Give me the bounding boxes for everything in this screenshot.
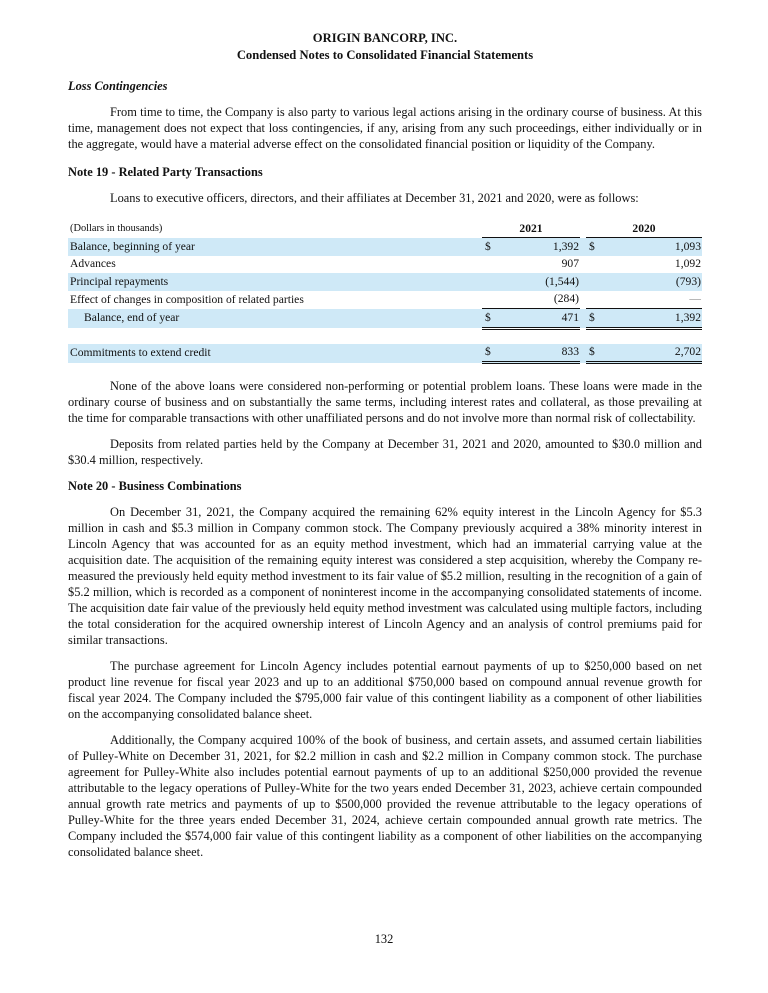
table-row	[68, 291, 702, 309]
loss-contingencies-paragraph: From time to time, the Company is also party to various legal actions arising in the ordinary course of business. At this time, management does not expect that loss contingencies, if any, arising from any such proceedings, either individually or in the aggregate, would have a material adverse effect on the consolidated financial position or liquidity of the Company.	[68, 105, 702, 151]
currency-symbol	[586, 291, 604, 309]
value-2021: 1,392	[500, 238, 580, 256]
column-header-2021: 2021	[482, 220, 580, 238]
currency-symbol	[482, 256, 500, 274]
row-label: Commitments to extend credit	[68, 344, 482, 363]
note19-heading: Note 19 - Related Party Transactions	[68, 165, 263, 179]
currency-symbol: $	[586, 238, 604, 256]
note19-deposits-paragraph: Deposits from related parties held by the Company at December 31, 2021 and 2020, amounted to $30.0 million and $30.4 million, respectively.	[68, 437, 702, 467]
value-2020: 2,702	[604, 344, 702, 363]
currency-symbol: $	[482, 344, 500, 363]
table-row-commitments	[68, 344, 702, 363]
value-2020: 1,093	[604, 238, 702, 256]
value-2020: 1,092	[674, 257, 701, 271]
note20-heading: Note 20 - Business Combinations	[68, 479, 242, 493]
company-name: ORIGIN BANCORP, INC.	[312, 31, 458, 45]
currency-symbol	[482, 291, 500, 309]
value-2021: (1,544)	[500, 273, 580, 291]
value-2021: 471	[500, 309, 580, 329]
currency-symbol: $	[586, 309, 604, 329]
document-page	[68, 0, 702, 860]
row-label: Effect of changes in composition of related parties	[70, 292, 304, 306]
note20-paragraph-2: The purchase agreement for Lincoln Agency includes potential earnout payments of up to $250,000 based on net product line revenue for fiscal year 2023 and up to an additional $750,000 based on compound annual revenue growth for fiscal year 2024. The Company included the $795,000 fair value of this contingent liability as a component of other liabilities on the accompanying consolidated balance sheet.	[68, 659, 702, 721]
note19-loans-paragraph: None of the above loans were considered non-performing or potential problem loans. These loans were made in the ordinary course of business and on substantially the same terms, including interest rates and collateral, as those prevailing at the time for comparable transactions with other unaffiliated persons and do not involve more than normal risk of collectability.	[68, 379, 702, 425]
currency-symbol: $	[482, 309, 500, 329]
related-party-loans-table	[68, 220, 702, 364]
row-label: Balance, end of year	[68, 309, 482, 329]
currency-symbol: $	[586, 344, 604, 363]
table-row	[68, 273, 702, 291]
note20-paragraph-3: Additionally, the Company acquired 100% of the book of business, and certain assets, and assumed certain liabilities of Pulley-White on December 31, 2021, for $2.2 million in cash and $2.2 million in Company common stock. The purchase agreement for Pulley-White also includes potential earnout payments of up to an additional $250,000 provided the revenue attributable to the legacy operations of Pulley-White for the two years ended December 31, 2023, achieve certain compounded annual growth rate metrics and payments of up to $500,000 provided the revenue attributable to the legacy operations of Pulley-White for the three years ended December 31, 2024, achieve certain compounded annual growth rate metrics. The Company included the $574,000 fair value of this contingent liability as a component of other liabilities on the accompanying consolidated balance sheet.	[68, 733, 702, 859]
table-row-total	[68, 309, 702, 329]
value-2020: 1,392	[604, 309, 702, 329]
note19-intro: Loans to executive officers, directors, and their affiliates at December 31, 2021 and 2020, were as follows:	[110, 191, 639, 205]
page-number: 132	[374, 932, 394, 946]
unit-label: (Dollars in thousands)	[70, 222, 163, 234]
value-2021: (284)	[553, 292, 579, 306]
row-label: Principal repayments	[68, 273, 482, 291]
value-2021: 907	[561, 257, 579, 271]
value-2021: 833	[500, 344, 580, 363]
document-subtitle: Condensed Notes to Consolidated Financial Statements	[236, 48, 534, 62]
table-row	[68, 238, 702, 256]
column-header-2020: 2020	[586, 220, 702, 238]
value-2020: (793)	[604, 273, 702, 291]
note20-paragraph-1: On December 31, 2021, the Company acquired the remaining 62% equity interest in the Lincoln Agency for $5.3 million in cash and $5.3 million in Company common stock. The Company previously acquired a 38% minority interest in Lincoln Agency that was accounted for as an equity method investment, which had an immaterial carrying value at the acquisition date. The acquisition of the remaining equity interest was considered a step acquisition, whereby the Company re-measured the previously held equity method investment to its fair value of $5.2 million, resulting in the recognition of a gain of $5.2 million, which is recorded as a component of noninterest income in the accompanying consolidated statements of income. The acquisition date fair value of the previously held equity method investment was calculated using multiple factors, including the total consideration for the acquired ownership interest of Lincoln Agency and an analysis of control premiums paid for similar transactions.	[68, 505, 702, 647]
currency-symbol: $	[482, 238, 500, 256]
value-2020: —	[689, 292, 701, 306]
currency-symbol	[586, 256, 604, 274]
loss-contingencies-heading: Loss Contingencies	[68, 79, 168, 93]
row-label: Advances	[70, 257, 116, 271]
table-header-row	[68, 220, 702, 238]
currency-symbol	[586, 273, 604, 291]
table-row	[68, 256, 702, 274]
row-label: Balance, beginning of year	[68, 238, 482, 256]
currency-symbol	[482, 273, 500, 291]
